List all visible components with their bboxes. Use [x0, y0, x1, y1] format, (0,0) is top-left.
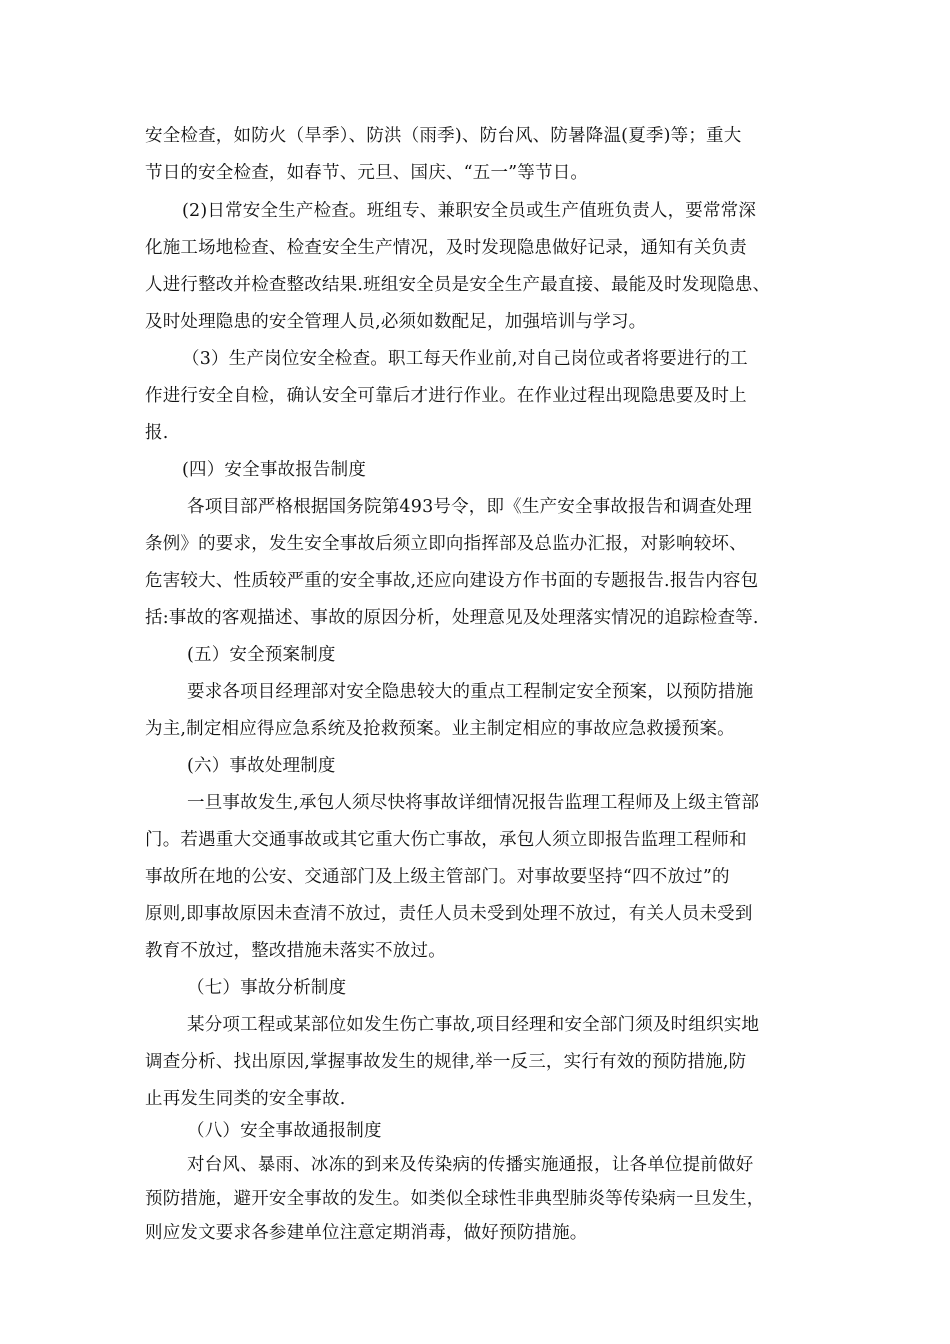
section-heading: (四）安全事故报告制度	[182, 460, 367, 480]
text-line: 条例》的要求，发生安全事故后须立即向指挥部及总监办汇报，对影响较坏、	[145, 534, 747, 554]
text-line: 要求各项目经理部对安全隐患较大的重点工程制定安全预案，以预防措施	[187, 682, 754, 702]
text-line: 止再发生同类的安全事故.	[145, 1089, 346, 1109]
text-line: 节日的安全检查，如春节、元旦、国庆、“五一”等节日。	[145, 163, 589, 183]
text-line: 某分项工程或某部位如发生伤亡事故,项目经理和安全部门须及时组织实地	[187, 1015, 760, 1035]
text-line: （3）生产岗位安全检查。职工每天作业前,对自己岗位或者将要进行的工	[182, 349, 748, 369]
text-line: 原则,即事故原因未查清不放过，责任人员未受到处理不放过，有关人员未受到	[145, 904, 753, 924]
text-line: 括:事故的客观描述、事故的原因分析，处理意见及处理落实情况的追踪检查等.	[145, 608, 759, 628]
text-line: 调查分析、找出原因,掌握事故发生的规律,举一反三，实行有效的预防措施,防	[145, 1052, 747, 1072]
text-line: (2)日常安全生产检查。班组专、兼职安全员或生产值班负责人，要常常深	[182, 201, 757, 221]
text-line: 教育不放过，整改措施未落实不放过。	[145, 941, 446, 961]
section-heading: （七）事故分析制度	[187, 978, 347, 998]
text-line: 及时处理隐患的安全管理人员,必须如数配足，加强培训与学习。	[145, 312, 647, 332]
text-line: 预防措施，避开安全事故的发生。如类似全球性非典型肺炎等传染病一旦发生，	[145, 1189, 765, 1209]
text-line: 一旦事故发生,承包人须尽快将事故详细情况报告监理工程师及上级主管部	[187, 793, 760, 813]
text-line: 危害较大、性质较严重的安全事故,还应向建设方作书面的专题报告.报告内容包	[145, 571, 759, 591]
text-line: 对台风、暴雨、冰冻的到来及传染病的传播实施通报，让各单位提前做好	[187, 1155, 754, 1175]
text-line: 为主,制定相应得应急系统及抢救预案。业主制定相应的事故应急救援预案。	[145, 719, 735, 739]
section-heading: (六）事故处理制度	[187, 756, 336, 776]
text-line: 则应发文要求各参建单位注意定期消毒，做好预防措施。	[145, 1223, 588, 1243]
section-heading: （八）安全事故通报制度	[187, 1121, 382, 1141]
text-line: 事故所在地的公安、交通部门及上级主管部门。对事故要坚持“四不放过”的	[145, 867, 730, 887]
text-line: 门。若遇重大交通事故或其它重大伤亡事故，承包人须立即报告监理工程师和	[145, 830, 747, 850]
text-line: 作进行安全自检，确认安全可靠后才进行作业。在作业过程出现隐患要及时上	[145, 386, 747, 406]
text-line: 人进行整改并检查整改结果.班组安全员是安全生产最直接、最能及时发现隐患、	[145, 275, 771, 295]
text-line: 各项目部严格根据国务院第493号令，即《生产安全事故报告和调查处理	[187, 497, 752, 517]
text-line: 报.	[145, 423, 169, 443]
text-line: 化施工场地检查、检查安全生产情况，及时发现隐患做好记录，通知有关负责	[145, 238, 747, 258]
section-heading: (五）安全预案制度	[187, 645, 336, 665]
text-line: 安全检查，如防火（旱季）、防洪（雨季)、防台风、防暑降温(夏季)等；重大	[145, 126, 742, 146]
